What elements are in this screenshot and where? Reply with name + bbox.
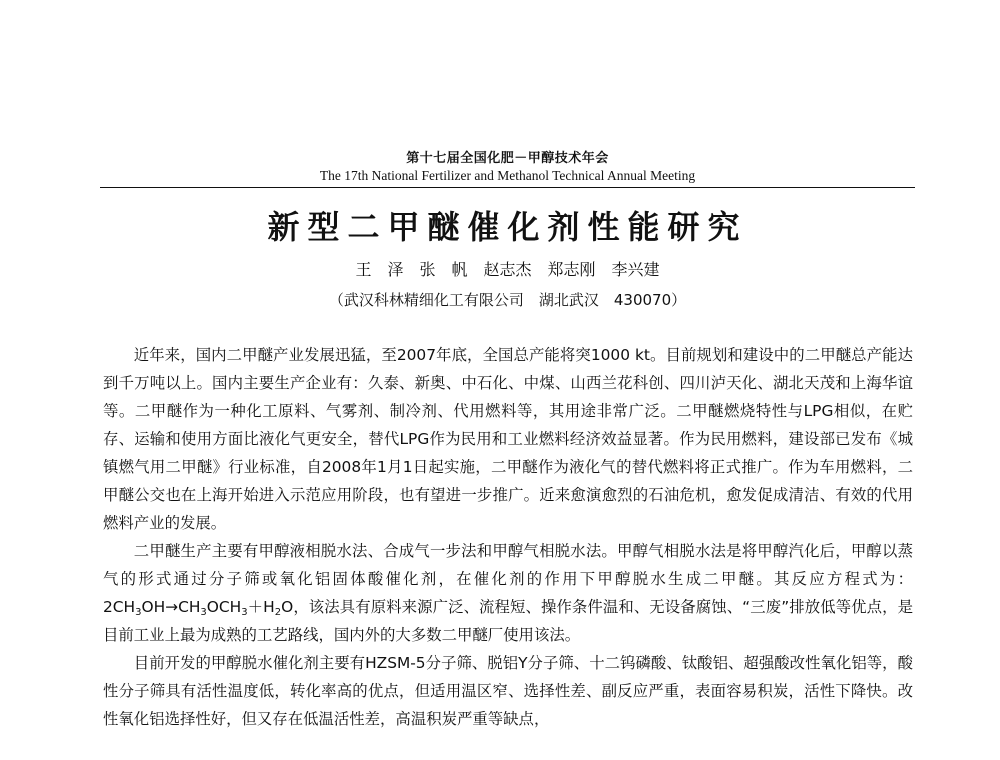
eq-part: ＋H: [247, 598, 275, 616]
reaction-equation: [103, 598, 293, 616]
eq-subscript: 2: [274, 607, 282, 618]
paragraph-3: 目前开发的甲醇脱水催化剂主要有HZSM-5分子筛、脱铝Y分子筛、十二钨磷酸、钛酸铝、超强酸改性氧化铝等，酸性分子筛具有活性温度低，转化率高的优点，但适用温区窄、选择性差、副反应严重，表面容易积炭，活性下降快。改性氧化铝选择性好，但又存在低温活性差，高温积炭严重等缺点，: [103, 654, 913, 728]
paragraph-2-text-a: 二甲醚生产主要有甲醇液相脱水法、合成气一步法和甲醇气相脱水法。甲醇气相脱水法是将甲醇汽化后，甲醇以蒸气的形式通过分子筛或氧化铝固体酸催化剂，在催化剂的作用下甲醇脱水生成二甲醚。其反应方程式为：: [103, 542, 913, 588]
body-text: [103, 341, 913, 733]
paragraph-1: 近年来，国内二甲醚产业发展迅猛，至2007年底，全国总产能将突1000 kt。目前规划和建设中的二甲醚总产能达到千万吨以上。国内主要生产企业有：久泰、新奥、中石化、中煤、山西兰花科创、四川泸天化、湖北天茂和上海华谊等。二甲醚作为一种化工原料、气雾剂、制冷剂、代用燃料等，其用途非常广泛。二甲醚燃烧特性与LPG相似，在贮存、运输和使用方面比液化气更安全，替代LPG作为民用和工业燃料经济效益显著。作为民用燃料，建设部已发布《城镇燃气用二甲醚》行业标准，自2008年1月1日起实施，二甲醚作为液化气的替代燃料将正式推广。作为车用燃料，二甲醚公交也在上海开始进入示范应用阶段，也有望进一步推广。近来愈演愈烈的石油危机，愈发促成清洁、有效的代用燃料产业的发展。: [103, 346, 913, 532]
affiliation: （武汉科林精细化工有限公司 湖北武汉 430070）: [328, 291, 687, 309]
eq-subscript: 3: [135, 607, 142, 618]
conference-title-zh: 第十七届全国化肥－甲醇技术年会: [406, 151, 609, 166]
eq-part: OH→CH: [141, 598, 201, 616]
running-header: [100, 150, 915, 185]
eq-part: OCH: [206, 598, 242, 616]
eq-subscript: 3: [200, 607, 207, 618]
eq-part: O: [281, 598, 294, 616]
eq-part: 2CH: [103, 598, 136, 616]
eq-subscript: 3: [241, 607, 248, 618]
paragraph-2: [103, 537, 913, 649]
paragraph-2-text-b: ，该法具有原料来源广泛、流程短、操作条件温和、无设备腐蚀、“三废”排放低等优点，是目前工业上最为成熟的工艺路线，国内外的大多数二甲醚厂使用该法。: [103, 598, 913, 644]
author-list: 王 泽 张 帆 赵志杰 郑志刚 李兴建: [355, 260, 660, 279]
header-rule: [100, 187, 915, 188]
conference-title-en: The 17th National Fertilizer and Methanol Technical Annual Meeting: [319, 168, 696, 183]
paper-title: 新型二甲醚催化剂性能研究: [267, 208, 748, 246]
